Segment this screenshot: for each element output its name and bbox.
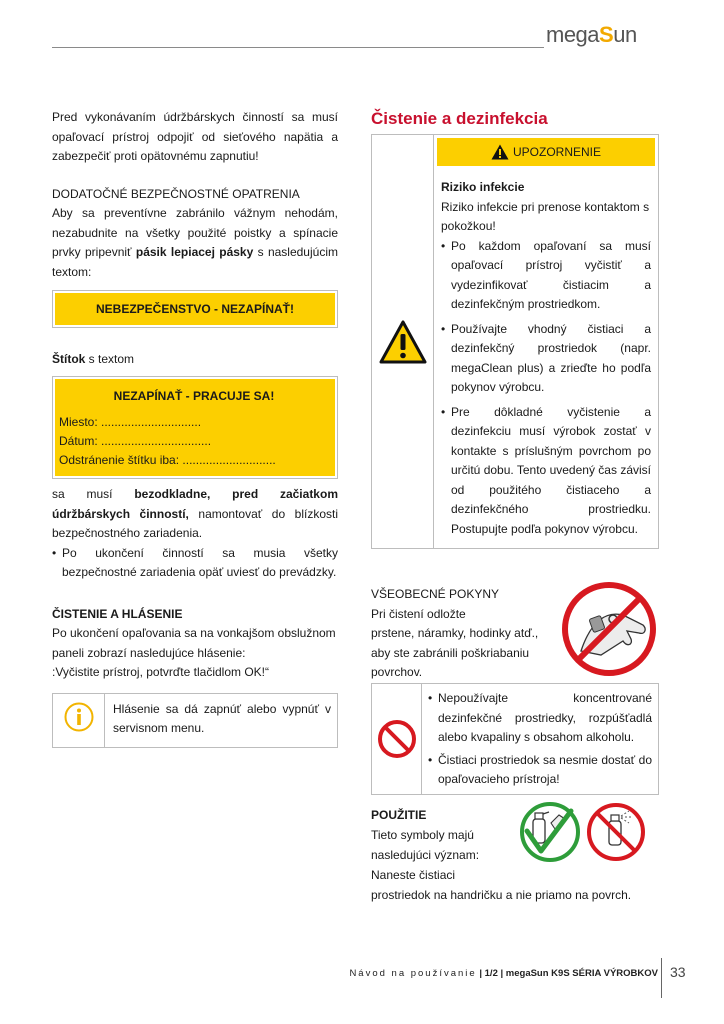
prohibition-icon [377,719,417,759]
left-column [52,108,338,748]
megasun-logo: megaSun [546,22,637,47]
cleaning-message: :Vyčistite prístroj, potvrďte tlačidlom OK!“ [52,665,269,679]
label-caption: Štítok s textom [52,352,135,366]
spray-directly-forbidden-icon [585,801,647,863]
list-item: • Používajte vhodný čistiaci a dezinfekčný prostriedok (napr. megaClean plus) a zrieďte ho podľa pokynov výrobcu. [441,320,651,398]
sign-place: Miesto: .............................. [59,415,202,429]
warning-small-icon [491,144,509,160]
list-item: • Po každom opaľovaní sa musí opaľovací prístroj vyčistiť a vydezinfikovať čistiacim a dezinfekčným prostriedkom. [441,237,651,315]
cleaning-report-title: ČISTENIE A HLÁSENIE [52,606,183,621]
danger-tape-text: NEBEZPEČENSTVO - NEZAPÍNAŤ! [55,293,335,325]
usage-line: Naneste čistiaci [371,867,456,882]
warning-triangle-icon [379,320,427,364]
page-number: 33 [670,964,686,980]
usage-line: prostriedok na handričku a nie priamo na povrch. [371,887,632,902]
cleaning-report-text: Po ukončení opaľovania sa na vonkajšom obslužnom paneli zobrazí nasledujúce hlásenie: [52,626,336,660]
usage-section [371,805,659,905]
header-rule [52,47,544,48]
usage-title: POUŽITIE [371,807,427,822]
info-text: Hlásenie sa dá zapnúť alebo vypnúť v servisnom menu. [113,701,331,735]
usage-line: nasledujúci význam: [371,847,480,862]
footer-divider [661,958,662,998]
safety-bullets [52,544,338,583]
no-jewelry-icon [561,581,657,677]
prohibition-box [371,683,659,795]
general-line: prstene, náramky, hodinky atď., [371,626,539,640]
prohibition-bullets [428,689,652,790]
general-title: VŠEOBECNÉ POKYNY [371,587,500,601]
info-box [52,693,338,748]
extra-measures-text: Aby sa preventívne zabránilo vážnym nehodám, nezabudnite na všetky použité poistky a spínacie prvky pripevniť pásik lepiacej pásky s nasledujúcim textom: [52,206,338,279]
danger-tape-bar [52,290,338,328]
general-line: povrchov. [371,665,423,679]
sign-removal: Odstránenie štítku iba: ............................ [59,453,276,467]
info-icon [64,702,94,732]
list-item: • Pre dôkladné vyčistenie a dezinfekciu musí výrobok zostať v kontakte s príslušným povrchom po určitú dobu. Tento uvedený čas závisí od použitého čistiaceho a dezinfekčného prostriedku. Postupujte podľa pokynov výrobcu. [441,403,651,540]
sign-date: Dátum: ................................. [59,434,212,448]
general-instructions [371,585,659,677]
risk-bullets [441,237,651,540]
general-line: Pri čistení odložte [371,606,466,621]
after-sign-paragraph: sa musí bezodkladne, pred začiatkom údržbárskych činností, namontovať do blízkosti bezpečnostného zariadenia. [52,487,338,540]
right-column [371,108,659,905]
spray-on-cloth-allowed-icon [519,801,581,863]
footer-text: Návod na používanie | 1/2 | megaSun K9S SÉRIA VÝROBKOV [349,968,658,979]
warning-sign-box [52,376,338,479]
list-item: • Čistiaci prostriedok sa nesmie dostať do opaľovacieho prístroja! [428,751,652,790]
warning-header: UPOZORNENIE [437,138,655,166]
section-title: Čistenie a dezinfekcia [371,109,548,128]
warning-table [371,134,659,549]
list-item: • Po ukončení činností sa musia všetky bezpečnostné zariadenia opäť uviesť do prevádzky. [52,544,338,583]
intro-paragraph: Pred vykonávaním údržbárskych činností sa musí opaľovací prístroj odpojiť od sieťového napätia a zabezpečiť proti opätovnému zapnutiu! [52,110,338,163]
risk-title: Riziko infekcie [441,180,525,194]
sign-title: NEZAPÍNAŤ - PRACUJE SA! [113,389,275,403]
extra-measures-title: DODATOČNÉ BEZPEČNOSTNÉ OPATRENIA [52,186,300,201]
usage-line: Tieto symboly majú [371,827,474,842]
general-line: aby ste zabránili poškriabaniu [371,645,530,660]
risk-text: Riziko infekcie pri prenose kontaktom s pokožkou! [441,199,650,233]
list-item: • Nepoužívajte koncentrované dezinfekčné prostriedky, rozpúšťadlá alebo kvapaliny s obsahom alkoholu. [428,689,652,748]
